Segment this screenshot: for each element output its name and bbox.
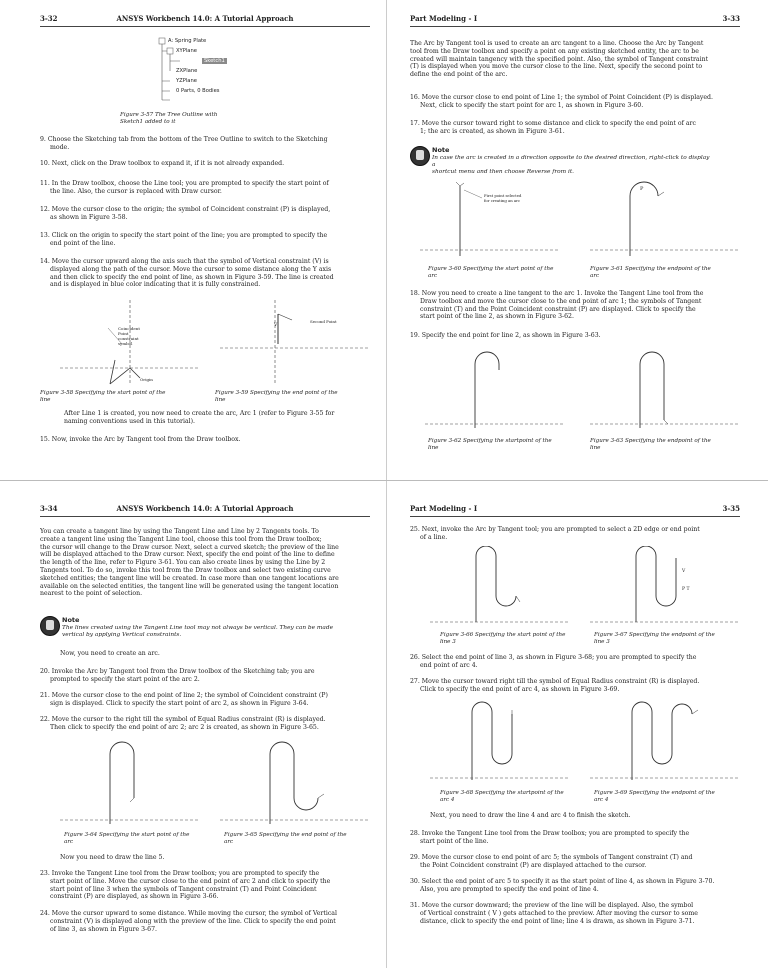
figure-caption [590,438,711,452]
step-13-line1: 13. Click on the origin to specify the start point of the line; you are prompted to specify the [40,232,328,239]
page-number: 3-35 [722,504,740,513]
step-26-line1: 26. Select the end point of line 3, as shown in Figure 3-68; you are prompted to specify the [410,654,697,661]
fig58-caption-line2: line [40,397,51,403]
spread-divider [0,480,768,481]
page-3-33 [410,0,740,470]
step-18-line3: constraint (T) and the Point Coincident constraint (P) are displayed. Click to specify the [420,305,696,313]
step-31-line3: distance, click to specify the end point of line; line 4 is drawn, as shown in Figure 3-71. [420,917,695,925]
page-3-32 [40,0,370,470]
figure-caption [215,390,338,404]
step-14-line3: and then click to specify the end point of line, as shown in Figure 3-59. The line is created [50,273,334,281]
page-header [40,12,370,27]
step-18-line2: Draw toolbox and move the cursor close to the end point of arc 1; the symbols of Tangent [420,297,702,305]
chapter-title: Part Modeling - I [410,504,478,513]
intro-line3: the cursor will change to the Draw cursor. Next, select a curved sketch; the preview of the line [40,543,339,551]
fig65-caption-line1: Figure 3-65 Specifying the end point of the [224,832,347,838]
note-body [62,625,342,639]
figure-3-66 [430,546,570,630]
page-header [410,12,740,27]
page-number: 3-32 [40,14,58,23]
step-16-line1: 16. Move the cursor close to end point of Line 1; the symbol of Point Coincident (P) is displayed. [410,94,713,101]
step-9 [40,136,370,152]
page-header [40,502,370,517]
after-line-2: naming conventions used in this tutorial). [64,417,196,425]
step-30-line2: Also, you are prompted to specify the end point of line 4. [420,885,599,893]
intro-line9: nearest to the point of selection. [40,590,143,598]
figure-caption [40,390,165,404]
fig64-caption-line1: Figure 3-64 Specifying the start point of the [64,832,190,838]
step-30 [410,878,714,894]
tree-node-root[interactable] [168,36,206,46]
note-line1: The lines created using the Tangent Line tool may not always be vertical. They can be made [62,625,334,631]
intro-line2: tool from the Draw toolbox and specify a point on any existing sketched entity, the arc to be [410,47,699,55]
note-line1: In case the arc is created in a direction opposite to the desired direction, right-click to display a [432,155,710,169]
fig61-caption-line1: Figure 3-61 Specifying the endpoint of the [590,266,711,272]
fig62-caption-line2: line [428,445,439,451]
tree-node-root-label: A: Spring Plate [168,38,207,44]
fig68-caption-line2: arc 4 [440,797,455,803]
step-14-line2: displayed along the path of the cursor. Move the cursor to some distance along the Y axis [50,265,332,273]
step-17-line1: 17. Move the cursor toward right to some distance and click to specify the end point of arc [410,120,696,127]
fig69-caption-line2: arc 4 [594,797,609,803]
step-14-line1: 14. Move the cursor upward along the axis such that the symbol of Vertical constraint (V) is [40,258,329,265]
intro-line2: create a tangent line using the Tangent Line tool, choose this tool from the Draw toolbox; [40,535,322,543]
step-9-line1: 9. Choose the Sketching tab from the bottom of the Tree Outline to switch to the Sketching [40,136,328,143]
tree-node-zxplane-label: ZXPlane [176,68,198,74]
fig59-caption-line2: line [215,397,226,403]
step-9-line2: mode. [50,143,70,151]
step-25 [410,526,700,542]
intro-line3: created will maintain tangency with the specified point. Also, the symbol of Tangent constraint [410,55,709,63]
figure-caption [594,632,715,646]
figure-3-60 [420,180,560,260]
fig57-caption-line1: Figure 3-57 The Tree Outline with [120,112,218,118]
page-header [410,502,740,517]
origin-label: Origin [140,377,153,382]
step-12-line2: as shown in Figure 3-58. [50,213,128,221]
step-15: 15. Now, invoke the Arc by Tangent tool from the Draw toolbox. [40,436,241,443]
note-icon [410,146,430,166]
step-30-line1: 30. Select the end point of arc 5 to specify it as the start point of line 4, as shown in Figure 3-70. [410,878,715,885]
fig58-caption-line1: Figure 3-58 Specifying the start point of the [40,390,166,396]
step-29-line1: 29. Move the cursor close to end point of arc 5; the symbols of Tangent constraint (T) and [410,854,693,861]
page-number: 3-33 [722,14,740,23]
vertical-label: V [274,323,278,328]
fig60-caption-line2: arc [428,273,438,279]
figure-caption [224,832,347,846]
step-11-line2: the line. Also, the cursor is replaced with Draw cursor. [50,187,222,195]
figure-caption [590,266,711,280]
first-point-label: First point selected for creating an arc [484,193,522,203]
gutter-divider [386,0,387,968]
figure-caption [428,266,553,280]
note-icon [40,616,60,636]
intro-line4: (T) is displayed when you move the cursor close to the line. Next, specify the second point to [410,63,703,71]
tree-node-sketch1-label: Sketch1 [204,58,225,64]
tree-node-zxplane[interactable] [176,66,197,76]
step-27-line2: Click to specify the end point of arc 4, as shown in Figure 3-69. [420,685,620,693]
step-28-line2: start point of the line. [420,837,489,845]
step-26 [410,654,696,670]
step-18 [410,290,703,321]
fig65-caption-line2: arc [224,839,234,845]
step-27 [410,678,699,694]
figure-caption [594,790,715,804]
step-18-line1: 18. Now you need to create a line tangent to the arc 1. Invoke the Tangent Line tool from the [410,290,704,297]
step-22-line1: 22. Move the cursor to the right till the symbol of Equal Radius constraint (R) is displayed. [40,716,326,723]
tree-node-sketch1[interactable] [202,56,227,66]
step-25-line1: 25. Next, invoke the Arc by Tangent tool; you are prompted to select a 2D edge or end point [410,526,700,533]
step-29-line2: the Point Coincident constraint (P) are displayed attached to the cursor. [420,861,647,869]
step-16-line2: Next, click to specify the start point for arc 1, as shown in Figure 3-60. [420,101,644,109]
figure-3-69 [590,700,740,786]
note-line2: shortcut menu and then choose Reverse from it. [432,169,575,176]
fig63-caption-line1: Figure 3-63 Specifying the endpoint of the [590,438,711,444]
note-title: Note [432,146,450,154]
figure-3-62 [425,348,565,432]
intro-line5: the length of the line, refer to Figure 3-61. You can also create lines by using the Line by 2 [40,559,326,567]
fig69-caption-line1: Figure 3-69 Specifying the endpoint of the [594,790,715,796]
tree-outline-figure [158,36,278,106]
note-body [432,155,712,177]
step-21-line1: 21. Move the cursor close to the end point of line 2; the symbol of Coincident constraint (P) [40,692,328,699]
step-12-line1: 12. Move the cursor close to the origin; the symbol of Coincident constraint (P) is displayed, [40,206,331,213]
intro-line1: You can create a tangent line by using the Tangent Line and Line by 2 Tangents tools. To [40,528,319,535]
tree-node-yzplane-label: YZPlane [176,78,197,84]
page-3-34 [40,490,370,968]
figure-caption [120,112,217,126]
step-20-line2: prompted to specify the start point of the arc 2. [50,675,200,683]
fig57-caption-line2: Sketch1 added to it [120,119,176,125]
step-24 [40,910,337,933]
step-28-line1: 28. Invoke the Tangent Line tool from the Draw toolbox; you are prompted to specify the [410,830,690,837]
figure-3-61 [590,178,740,260]
fig59-caption-line1: Figure 3-59 Specifying the end point of the [215,390,338,396]
figure-caption [440,632,565,646]
intro-line4: will be displayed attached to the Draw cursor. Next, specify the end point of the line to define [40,551,335,559]
book-title: ANSYS Workbench 14.0: A Tutorial Approach [116,14,294,23]
step-26-line2: end point of arc 4. [420,661,478,669]
step-22 [40,716,326,732]
intro-line6: Tangents tool. To do so, invoke this tool from the Draw toolbox and select two existing curve [40,566,331,574]
coincident-p-label: P [640,186,644,192]
step-27-line1: 27. Move the cursor toward right till the symbol of Equal Radius constraint (R) is displayed. [410,678,700,685]
intro-line8: available on the selected entities, the tangent line will be generated using the tangent location [40,582,339,590]
intro-line1: The Arc by Tangent tool is used to create an arc tangent to a line. Choose the Arc by Tangent [410,40,704,47]
step-23-line2: start point of line. Move the cursor close to the end point of arc 2 and click to specify the [50,877,331,885]
figure-caption [440,790,564,804]
tree-node-xyplane[interactable] [176,46,197,56]
fig64-caption-line2: arc [64,839,74,845]
intro-paragraph [40,528,339,598]
step-24-line3: of line 3, as shown in Figure 3-67. [50,925,157,933]
step-31-line1: 31. Move the cursor downward; the preview of the line will be displayed. Also, the symbol [410,902,694,909]
step-29 [410,854,692,870]
intro-line7: sketched entities; the tangent line will be created. In case more than one tangent locations are [40,574,339,582]
now-draw-line5: Now you need to draw the line 5. [60,854,165,861]
figure-caption [64,832,189,846]
step-31 [410,902,698,925]
step-28 [410,830,689,846]
step-10: 10. Next, click on the Draw toolbox to expand it, if it is not already expanded. [40,160,285,167]
step-14 [40,258,334,289]
step-11 [40,180,370,196]
step-18-line4: start point of the line 2, as shown in Figure 3-62. [420,313,574,321]
figure-3-59 [220,300,370,385]
fig66-caption-line2: line 3 [440,639,456,645]
step-14-line4: and is displayed in blue color indicating that it is fully constrained. [50,281,261,289]
step-24-line1: 24. Move the cursor upward to some distance. While moving the cursor, the symbol of Vertical [40,910,337,917]
step-12 [40,206,330,222]
figure-3-67 [590,546,740,630]
step-25-line2: of a line. [420,533,448,541]
step-19: 19. Specify the end point for line 2, as shown in Figure 3-63. [410,332,601,339]
page-3-35 [410,490,740,968]
figure-3-63 [590,348,740,432]
chapter-title: Part Modeling - I [410,14,478,23]
pt-label: P T [682,587,690,592]
page-number: 3-34 [40,504,58,513]
step-20-line1: 20. Invoke the Arc by Tangent tool from the Draw toolbox of the Sketching tab; you are [40,668,315,675]
tree-node-xyplane-label: XYPlane [176,48,197,54]
step-16 [410,94,713,110]
note-box [410,146,740,174]
step-22-line2: Then click to specify the end point of arc 2; arc 2 is created, as shown in Figure 3-65. [50,723,319,731]
step-21-line2: sign is displayed. Click to specify the start point of arc 2, as shown in Figure 3-64. [50,699,309,707]
figure-caption [428,438,552,452]
tree-node-parts[interactable] [176,86,220,96]
figure-3-64 [60,740,200,826]
fig66-caption-line1: Figure 3-66 Specifying the start point of the [440,632,566,638]
fig67-caption-line2: line 3 [594,639,610,645]
intro-paragraph [410,40,708,79]
tree-node-yzplane[interactable] [176,76,197,86]
after-line-1: After Line 1 is created, you now need to create the arc, Arc 1 (refer to Figure 3-55 for [64,410,335,417]
fig67-caption-line1: Figure 3-67 Specifying the endpoint of the [594,632,715,638]
step-13 [40,232,327,248]
fig61-caption-line2: arc [590,273,600,279]
note-line2: vertical by applying Vertical constraints. [62,632,182,639]
intro-line5: define the end point of the arc. [410,71,508,79]
step-17 [410,120,696,136]
step-20 [40,668,315,684]
fig62-caption-line1: Figure 3-62 Specifying the startpoint of the [428,438,552,444]
step-17-line2: 1; the arc is created, as shown in Figure 3-61. [420,127,565,135]
step-23 [40,870,330,901]
fig68-caption-line1: Figure 3-68 Specifying the startpoint of the [440,790,564,796]
step-23-line1: 23. Invoke the Tangent Line tool from the Draw toolbox; you are prompted to specify the [40,870,320,877]
step-11-line1: 11. In the Draw toolbox, choose the Line tool; you are prompted to specify the start point of [40,180,329,187]
step-13-line2: end point of the line. [50,239,116,247]
tree-node-parts-label: 0 Parts, 0 Bodies [176,88,220,94]
figure-3-68 [430,700,570,786]
fig60-caption-line1: Figure 3-60 Specifying the start point of the [428,266,554,272]
figure-3-65 [220,740,370,826]
step-23-line4: constraint (P) are displayed, as shown in Figure 3-66. [50,893,219,901]
step-23-line3: start point of line 3 when the symbols of Tangent constraint (T) and Point Coincident [50,885,317,893]
coincident-label: Coincident Point constraint symbol [118,326,140,346]
book-title: ANSYS Workbench 14.0: A Tutorial Approach [116,504,294,513]
now-create-arc: Now, you need to create an arc. [60,650,160,657]
second-point-label: Second Point [310,319,337,324]
note-box [40,616,370,642]
note-title: Note [62,616,80,624]
step-21 [40,692,328,708]
step-24-line2: constraint (V) is displayed along with the preview of the line. Click to specify the end point [50,917,336,925]
next-paragraph: Next, you need to draw the line 4 and arc 4 to finish the sketch. [430,812,631,819]
vertical-label: V [682,569,686,574]
after-line-paragraph [64,410,334,426]
fig63-caption-line2: line [590,445,601,451]
step-31-line2: of Vertical constraint ( V ) gets attached to the preview. After moving the cursor to some [420,909,698,917]
